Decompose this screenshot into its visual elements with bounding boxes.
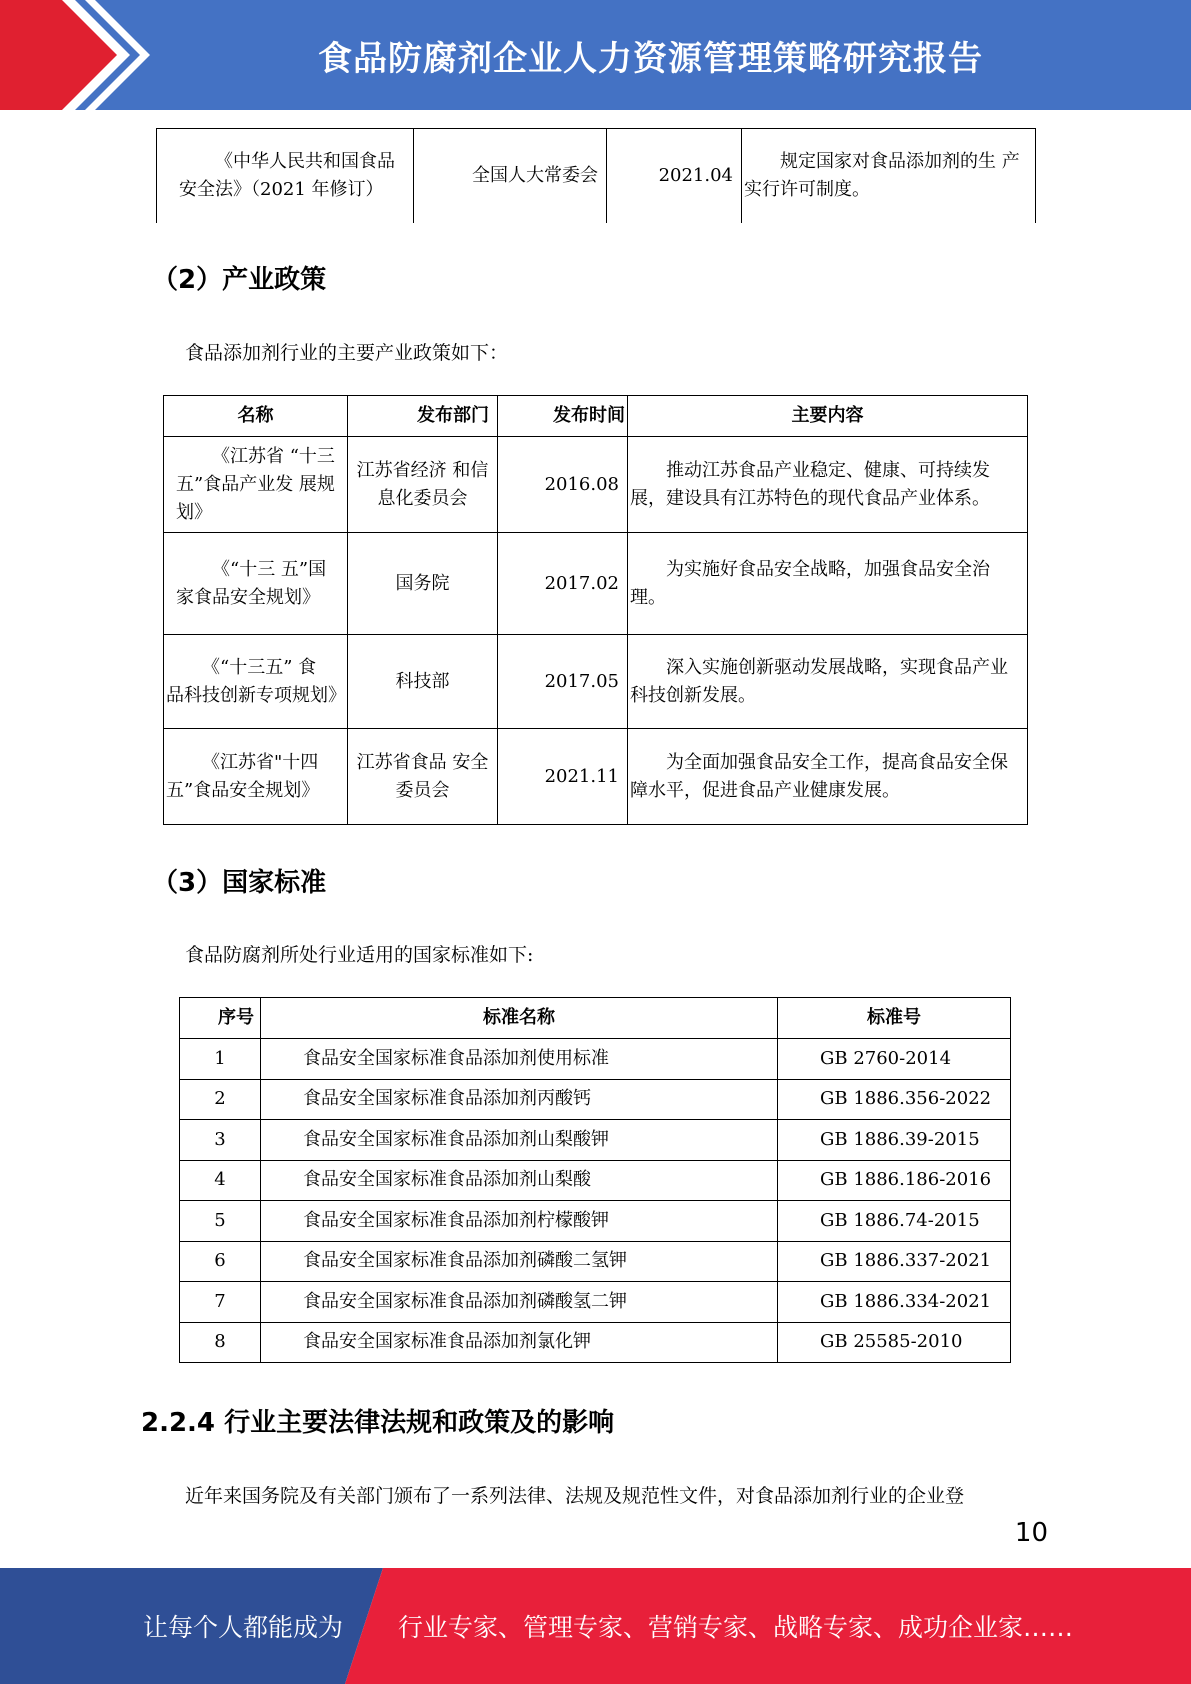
law-date-cell: 2021.04 bbox=[607, 129, 742, 224]
policy-dept-cell: 江苏省经济 和信息化委员会 bbox=[348, 437, 498, 533]
table-row bbox=[180, 1322, 1011, 1363]
table-row bbox=[164, 729, 1028, 825]
table-header-row bbox=[180, 998, 1011, 1039]
policy-date-cell: 2021.11 bbox=[498, 729, 628, 825]
table-row bbox=[180, 1282, 1011, 1323]
table-row bbox=[157, 129, 1036, 224]
column-header-standard-name: 标准名称 bbox=[261, 998, 778, 1039]
column-header-name: 名称 bbox=[164, 396, 348, 437]
standard-no-cell: 2 bbox=[180, 1079, 261, 1120]
standard-no-cell: 4 bbox=[180, 1160, 261, 1201]
footer-slogan-right: 行业专家、管理专家、营销专家、战略专家、成功企业家…… bbox=[398, 1613, 1074, 1642]
policy-name-cell: 《江苏省"十四五”食品安全规划》 bbox=[164, 729, 348, 825]
policy-content-cell: 推动江苏食品产业稳定、健康、可持续发展，建设具有江苏特色的现代食品产业体系。 bbox=[628, 437, 1028, 533]
column-header-dept: 发布部门 bbox=[348, 396, 498, 437]
law-dept-cell: 全国人大常委会 bbox=[414, 129, 607, 224]
policy-name-cell: 《“十三 五”国 家食品安全规划》 bbox=[164, 533, 348, 635]
standard-code-cell: GB 1886.356-2022 bbox=[778, 1079, 1011, 1120]
standard-name-cell: 食品安全国家标准食品添加剂磷酸二氢钾 bbox=[261, 1241, 778, 1282]
table-row bbox=[164, 437, 1028, 533]
law-table-continuation bbox=[156, 128, 1036, 223]
standard-name-cell: 食品安全国家标准食品添加剂山梨酸 bbox=[261, 1160, 778, 1201]
section-heading-national-standards: （3）国家标准 bbox=[152, 868, 327, 898]
standard-code-cell: GB 1886.186-2016 bbox=[778, 1160, 1011, 1201]
standard-name-cell: 食品安全国家标准食品添加剂丙酸钙 bbox=[261, 1079, 778, 1120]
page-number: 10 bbox=[1014, 1518, 1048, 1548]
standard-name-cell: 食品安全国家标准食品添加剂山梨酸钾 bbox=[261, 1120, 778, 1161]
policy-name-cell: 《“十三五” 食 品科技创新专项规划》 bbox=[164, 635, 348, 729]
standard-no-cell: 8 bbox=[180, 1322, 261, 1363]
footer-banner bbox=[0, 1568, 1191, 1684]
table-row bbox=[164, 635, 1028, 729]
report-title: 食品防腐剂企业人力资源管理策略研究报告 bbox=[318, 38, 983, 79]
standard-no-cell: 3 bbox=[180, 1120, 261, 1161]
standard-no-cell: 6 bbox=[180, 1241, 261, 1282]
standard-code-cell: GB 1886.74-2015 bbox=[778, 1201, 1011, 1242]
section-heading-industry-policy: （2）产业政策 bbox=[152, 265, 327, 295]
table-row bbox=[180, 1241, 1011, 1282]
table-row bbox=[180, 1201, 1011, 1242]
column-header-standard-code: 标准号 bbox=[778, 998, 1011, 1039]
national-standards-table bbox=[179, 997, 1011, 1363]
standard-code-cell: GB 1886.39-2015 bbox=[778, 1120, 1011, 1161]
law-content-cell: 规定国家对食品添加剂的生 产实行许可制度。 bbox=[742, 129, 1036, 224]
standard-no-cell: 7 bbox=[180, 1282, 261, 1323]
banner-arrow-decoration bbox=[0, 0, 160, 110]
standard-name-cell: 食品安全国家标准食品添加剂氯化钾 bbox=[261, 1322, 778, 1363]
table-row bbox=[180, 1039, 1011, 1080]
standard-code-cell: GB 1886.337-2021 bbox=[778, 1241, 1011, 1282]
footer-slogan-left: 让每个人都能成为 bbox=[143, 1613, 344, 1642]
table-row bbox=[180, 1120, 1011, 1161]
policy-name-cell: 《江苏省 “十三 五”食品产业发 展规划》 bbox=[164, 437, 348, 533]
section-intro-industry-policy: 食品添加剂行业的主要产业政策如下： bbox=[185, 342, 509, 364]
table-row bbox=[180, 1079, 1011, 1120]
table-row bbox=[180, 1160, 1011, 1201]
policy-content-cell: 为实施好食品安全战略，加强食品安全治理。 bbox=[628, 533, 1028, 635]
standard-code-cell: GB 1886.334-2021 bbox=[778, 1282, 1011, 1323]
section-heading-laws-impact: 2.2.4 行业主要法律法规和政策及的影响 bbox=[141, 1408, 615, 1438]
section-paragraph-laws-impact: 近年来国务院及有关部门颁布了一系列法律、法规及规范性文件，对食品添加剂行业的企业登 bbox=[185, 1485, 965, 1507]
standard-code-cell: GB 2760-2014 bbox=[778, 1039, 1011, 1080]
industry-policy-table bbox=[163, 395, 1028, 825]
standard-no-cell: 5 bbox=[180, 1201, 261, 1242]
column-header-no: 序号 bbox=[180, 998, 261, 1039]
table-header-row bbox=[164, 396, 1028, 437]
column-header-date: 发布时间 bbox=[498, 396, 628, 437]
policy-dept-cell: 国务院 bbox=[348, 533, 498, 635]
policy-content-cell: 为全面加强食品安全工作，提高食品安全保障水平，促进食品产业健康发展。 bbox=[628, 729, 1028, 825]
law-name-cell: 《中华人民共和国食品 安全法》（2021 年修订） bbox=[157, 129, 414, 224]
policy-content-cell: 深入实施创新驱动发展战略，实现食品产业科技创新发展。 bbox=[628, 635, 1028, 729]
header-banner bbox=[0, 0, 1191, 110]
standard-no-cell: 1 bbox=[180, 1039, 261, 1080]
policy-date-cell: 2017.05 bbox=[498, 635, 628, 729]
standard-name-cell: 食品安全国家标准食品添加剂磷酸氢二钾 bbox=[261, 1282, 778, 1323]
policy-date-cell: 2016.08 bbox=[498, 437, 628, 533]
standard-name-cell: 食品安全国家标准食品添加剂使用标准 bbox=[261, 1039, 778, 1080]
section-intro-national-standards: 食品防腐剂所处行业适用的国家标准如下: bbox=[185, 944, 534, 966]
policy-dept-cell: 江苏省食品 安全委员会 bbox=[348, 729, 498, 825]
policy-date-cell: 2017.02 bbox=[498, 533, 628, 635]
column-header-content: 主要内容 bbox=[628, 396, 1028, 437]
standard-code-cell: GB 25585-2010 bbox=[778, 1322, 1011, 1363]
policy-dept-cell: 科技部 bbox=[348, 635, 498, 729]
standard-name-cell: 食品安全国家标准食品添加剂柠檬酸钾 bbox=[261, 1201, 778, 1242]
table-row bbox=[164, 533, 1028, 635]
